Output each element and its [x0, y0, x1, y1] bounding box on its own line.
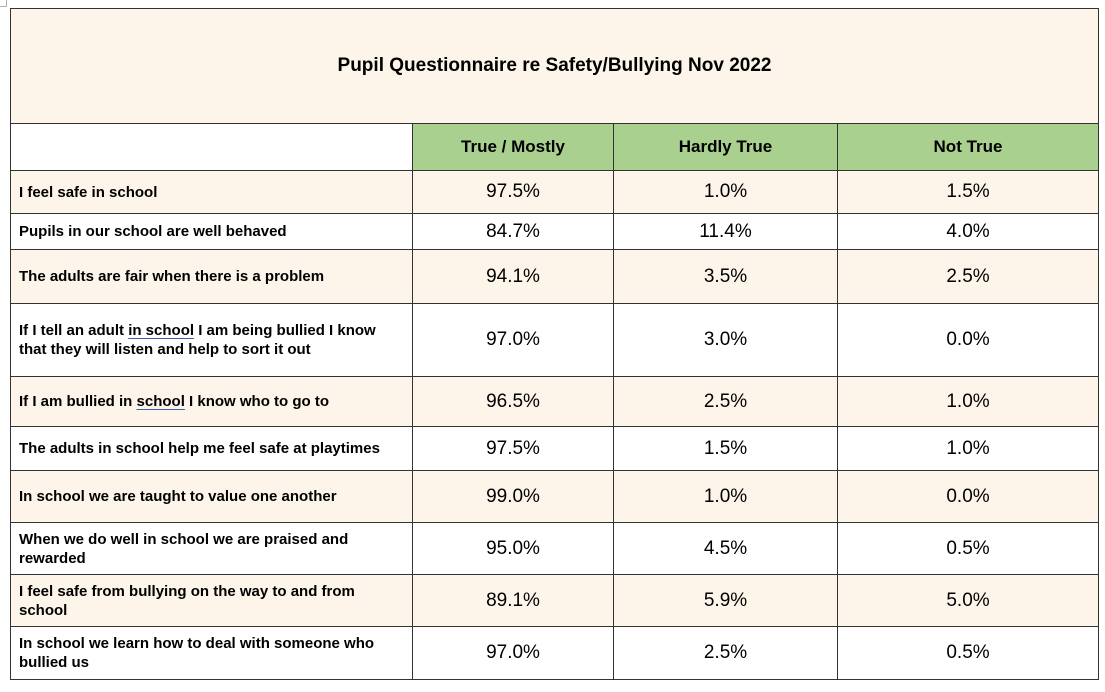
value-true-mostly: 97.0%	[413, 627, 614, 680]
question-cell: I feel safe in school	[11, 171, 413, 214]
question-text-part: I am being bullied I know that they will listen and help to sort it out	[19, 322, 376, 358]
question-cell: In school we learn how to deal with someone who bullied us	[11, 627, 413, 680]
value-not-true: 0.0%	[838, 304, 1099, 377]
header-true-mostly: True / Mostly	[413, 124, 614, 171]
value-true-mostly: 99.0%	[413, 471, 614, 523]
value-true-mostly: 94.1%	[413, 250, 614, 304]
question-cell: I feel safe from bullying on the way to and from school	[11, 575, 413, 627]
table-row	[11, 427, 1099, 471]
value-not-true: 1.5%	[838, 171, 1099, 214]
value-not-true: 1.0%	[838, 377, 1099, 427]
value-hardly-true: 2.5%	[614, 627, 838, 680]
value-true-mostly: 96.5%	[413, 377, 614, 427]
question-cell: When we do well in school we are praised and rewarded	[11, 523, 413, 575]
question-cell	[11, 304, 413, 377]
value-not-true: 0.0%	[838, 471, 1099, 523]
table-row	[11, 523, 1099, 575]
value-hardly-true: 4.5%	[614, 523, 838, 575]
question-cell: Pupils in our school are well behaved	[11, 214, 413, 250]
value-true-mostly: 84.7%	[413, 214, 614, 250]
table-row	[11, 575, 1099, 627]
value-hardly-true: 1.0%	[614, 171, 838, 214]
value-hardly-true: 3.5%	[614, 250, 838, 304]
value-hardly-true: 11.4%	[614, 214, 838, 250]
table-title: Pupil Questionnaire re Safety/Bullying Nov 2022	[11, 9, 1099, 124]
question-text-part: I know who to go to	[184, 393, 329, 410]
value-not-true: 4.0%	[838, 214, 1099, 250]
value-not-true: 5.0%	[838, 575, 1099, 627]
survey-table	[10, 8, 1099, 680]
question-cell: The adults in school help me feel safe at playtimes	[11, 427, 413, 471]
value-hardly-true: 1.5%	[614, 427, 838, 471]
table-row	[11, 377, 1099, 427]
underlined-word: in school	[128, 322, 195, 339]
header-blank-cell	[11, 124, 413, 171]
table-row	[11, 471, 1099, 523]
table-row	[11, 214, 1099, 250]
value-true-mostly: 89.1%	[413, 575, 614, 627]
question-cell: The adults are fair when there is a problem	[11, 250, 413, 304]
question-cell: In school we are taught to value one another	[11, 471, 413, 523]
value-hardly-true: 2.5%	[614, 377, 838, 427]
value-not-true: 0.5%	[838, 627, 1099, 680]
question-text-part: If I am bullied in	[19, 393, 137, 410]
value-hardly-true: 1.0%	[614, 471, 838, 523]
value-true-mostly: 95.0%	[413, 523, 614, 575]
corner-marker	[0, 0, 7, 7]
value-true-mostly: 97.0%	[413, 304, 614, 377]
header-not-true: Not True	[838, 124, 1099, 171]
value-true-mostly: 97.5%	[413, 171, 614, 214]
underlined-word: school	[136, 393, 185, 410]
value-not-true: 0.5%	[838, 523, 1099, 575]
header-hardly-true: Hardly True	[614, 124, 838, 171]
value-not-true: 2.5%	[838, 250, 1099, 304]
table-row	[11, 171, 1099, 214]
question-text-part: If I tell an adult	[19, 322, 129, 339]
table-row	[11, 304, 1099, 377]
value-true-mostly: 97.5%	[413, 427, 614, 471]
value-hardly-true: 3.0%	[614, 304, 838, 377]
question-cell	[11, 377, 413, 427]
table-row	[11, 250, 1099, 304]
value-not-true: 1.0%	[838, 427, 1099, 471]
value-hardly-true: 5.9%	[614, 575, 838, 627]
table-row	[11, 627, 1099, 680]
